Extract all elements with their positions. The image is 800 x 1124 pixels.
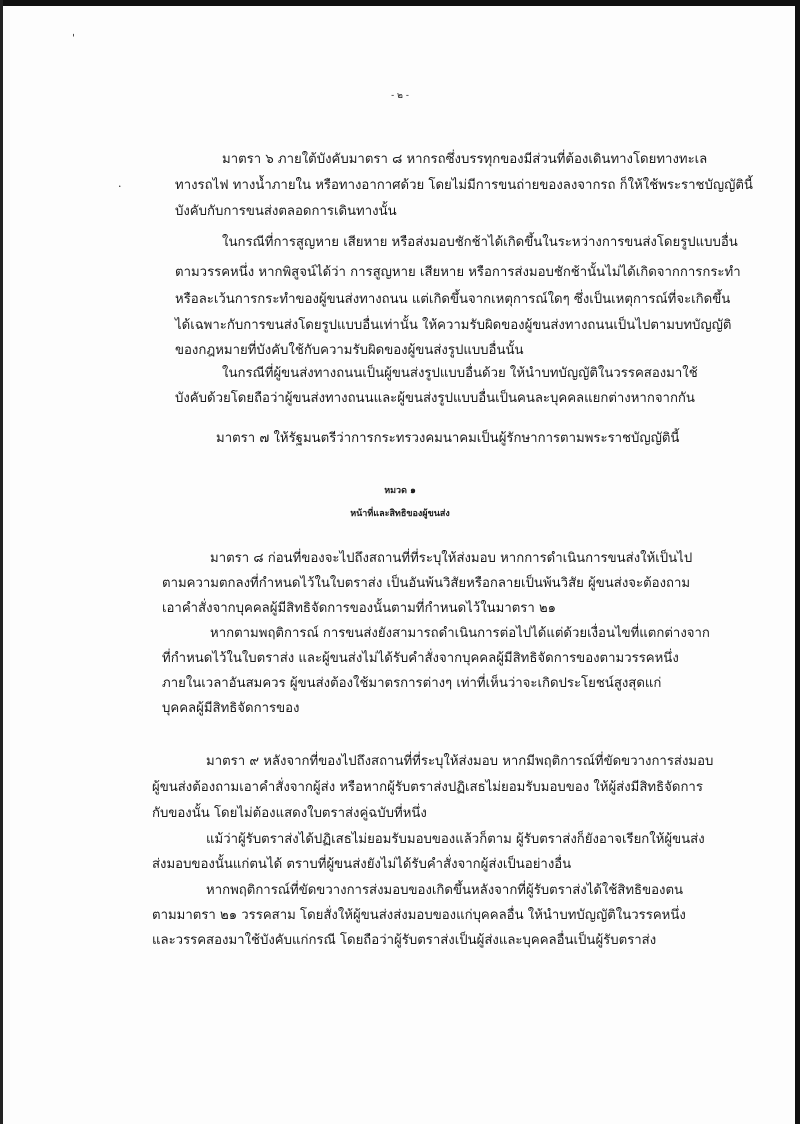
section-6-line: หรือละเว้นการกระทำของผู้ขนส่งทางถนน แต่เกิดขึ้นจากเหตุการณ์ใดๆ ซึ่งเป็นเหตุการณ์ที่จะเกิดขึ้น [175,292,731,307]
section-8-line: ที่กำหนดไว้ในใบตราส่ง และผู้ขนส่งไม่ได้รับคำสั่งจากบุคคลผู้มีสิทธิจัดการของตามวรรคหนึ่ง [162,651,679,666]
section-8-line: หากตามพฤติการณ์ การขนส่งยังสามารถดำเนินการต่อไปได้แต่ด้วยเงื่อนไขที่แตกต่างจาก [210,626,710,641]
section-9-line: แม้ว่าผู้รับตราส่งได้ปฏิเสธไม่ยอมรับมอบของแล้วก็ตาม ผู้รับตราส่งก็ยังอาจเรียกให้ผู้ขนส่ง [206,832,705,847]
section-6-line: บังคับกับการขนส่งตลอดการเดินทางนั้น [175,204,397,219]
section-7-line: มาตรา ๗ ให้รัฐมนตรีว่าการกระทรวงคมนาคมเป็นผู้รักษาการตามพระราชบัญญัตินี้ [216,431,680,446]
section-9-line: มาตรา ๙ หลังจากที่ของไปถึงสถานที่ที่ระบุให้ส่งมอบ หากมีพฤติการณ์ที่ขัดขวางการส่งมอบ [206,754,714,769]
section-9-line: กับของนั้น โดยไม่ต้องแสดงใบตราส่งคู่ฉบับที่หนึ่ง [152,806,427,821]
chapter-number: หมวด ๑ [384,486,416,496]
section-9-line: ส่งมอบของนั้นแก่ตนได้ ตราบที่ผู้ขนส่งยังไม่ได้รับคำสั่งจากผู้ส่งเป็นอย่างอื่น [152,857,572,872]
scan-mark: · [118,180,122,193]
scan-mark: ˌ [72,25,76,38]
section-6-line: ได้เฉพาะกับการขนส่งโดยรูปแบบอื่นเท่านั้น ให้ความรับผิดของผู้ขนส่งทางถนนเป็นไปตามบทบัญญัติ [175,318,732,333]
section-6-line: มาตรา ๖ ภายใต้บังคับมาตรา ๘ หากรถซึ่งบรรทุกของมีส่วนที่ต้องเดินทางโดยทางทะเล [222,152,708,167]
scan-edge-top [0,0,800,6]
scan-edge-left [0,0,3,1124]
section-9-line: ผู้ขนส่งต้องถามเอาคำสั่งจากผู้ส่ง หรือหากผู้รับตราส่งปฏิเสธไม่ยอมรับมอบของ ให้ผู้ส่งมีสิทธิจัดการ [152,780,703,795]
section-6-line: ของกฎหมายที่บังคับใช้กับความรับผิดของผู้ขนส่งรูปแบบอื่นนั้น [175,343,524,358]
section-8-line: ตามความตกลงที่กำหนดไว้ในใบตราส่ง เป็นอันพ้นวิสัยหรือกลายเป็นพ้นวิสัย ผู้ขนส่งจะต้องถาม [162,576,691,591]
section-9-line: และวรรคสองมาใช้บังคับแก่กรณี โดยถือว่าผู้รับตราส่งเป็นผู้ส่งและบุคคลอื่นเป็นผู้รับตราส่ง [152,933,657,948]
section-6-line: ในกรณีที่การสูญหาย เสียหาย หรือส่งมอบชักช้าได้เกิดขึ้นในระหว่างการขนส่งโดยรูปแบบอื่น [222,235,738,250]
section-6-line: ทางรถไฟ ทางน้ำภายใน หรือทางอากาศด้วย โดยไม่มีการขนถ่ายของลงจากรถ ก็ให้ใช้พระราชบัญญัตินี้ [175,178,753,193]
section-8-line: บุคคลผู้มีสิทธิจัดการของ [162,701,300,716]
chapter-title: หน้าที่และสิทธิของผู้ขนส่ง [350,509,450,519]
section-6-line: บังคับด้วยโดยถือว่าผู้ขนส่งทางถนนและผู้ขนส่งรูปแบบอื่นเป็นคนละบุคคลแยกต่างหากจากกัน [175,391,695,406]
section-6-line: ตามวรรคหนึ่ง หากพิสูจน์ได้ว่า การสูญหาย เสียหาย หรือการส่งมอบชักช้านั้นไม่ได้เกิดจากการกระทำ [175,265,741,280]
scan-edge-right [795,0,800,1124]
section-8-line: เอาคำสั่งจากบุคคลผู้มีสิทธิจัดการของนั้นตามที่กำหนดไว้ในมาตรา ๒๑ [162,601,557,616]
section-9-line: หากพฤติการณ์ที่ขัดขวางการส่งมอบของเกิดขึ้นหลังจากที่ผู้รับตราส่งได้ใช้สิทธิของตน [206,883,684,898]
section-6-line: ในกรณีที่ผู้ขนส่งทางถนนเป็นผู้ขนส่งรูปแบบอื่นด้วย ให้นำบทบัญญัติในวรรคสองมาใช้ [222,366,698,381]
section-9-line: ตามมาตรา ๒๑ วรรคสาม โดยสั่งให้ผู้ขนส่งส่งมอบของแก่บุคคลอื่น ให้นำบทบัญญัติในวรรคหนึ่ง [152,908,686,923]
section-8-line: มาตรา ๘ ก่อนที่ของจะไปถึงสถานที่ที่ระบุให้ส่งมอบ หากการดำเนินการขนส่งให้เป็นไป [210,551,693,566]
section-8-line: ภายในเวลาอันสมควร ผู้ขนส่งต้องใช้มาตรการต่างๆ เท่าที่เห็นว่าจะเกิดประโยชน์สูงสุดแก่ [162,676,662,691]
page-number: - ๒ - [391,91,409,101]
